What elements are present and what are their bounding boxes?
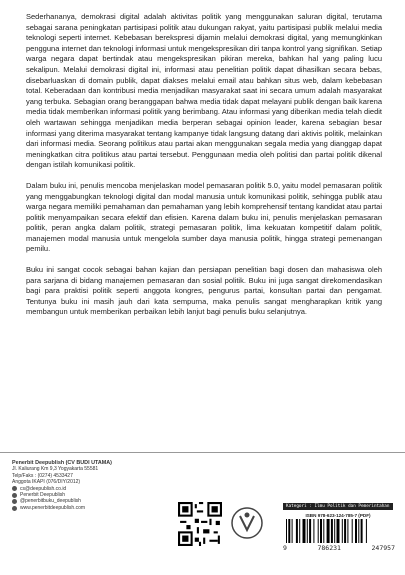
isbn-text: ISBN 978-623-124-785-7 (PDF) — [305, 513, 371, 518]
barcode-bar — [358, 519, 359, 543]
footer-divider — [0, 452, 405, 453]
barcode-bar — [323, 519, 324, 543]
barcode-bar — [320, 519, 322, 543]
barcode-bar — [331, 519, 333, 543]
barcode-bar — [288, 519, 290, 543]
contact-facebook[interactable]: Penerbit Deepublish — [12, 492, 172, 498]
barcode-bar — [342, 519, 343, 543]
contact-email[interactable]: cs@deepublish.co.id — [12, 486, 172, 492]
barcode-bar — [303, 519, 306, 543]
barcode-bar — [296, 519, 298, 543]
barcode-icon — [286, 519, 390, 543]
barcode-bar — [313, 519, 314, 543]
globe-icon — [12, 506, 17, 511]
barcode-bar — [344, 519, 346, 543]
barcode-digits — [283, 544, 395, 552]
category-label: Kategori : Ilmu Politik dan Pemerintahan — [283, 503, 393, 510]
barcode-bar — [307, 519, 308, 543]
deepublish-logo-icon — [230, 506, 264, 540]
qr-code-icon[interactable] — [178, 502, 222, 546]
instagram-icon — [12, 499, 17, 504]
barcode-bar — [318, 519, 319, 543]
paragraph-2: Dalam buku ini, penulis mencoba menjelaskan model pemasaran politik 5.0, yaitu model pemasaran politik yang menggabungkan teknologi digital dan modal manusia untuk komunikasi politik, sehingga publik atau warga negara memiliki pemahaman dan pemahaman yang lebih komprehensif tentang kandidat atau partai politik menyampaikan secara efektif dan efisien. Karena dalam buku ini, penulis menjelaskan pemasaran politik, peran angka dalam politik, strategi pemasaran politik, lima kekuatan kompetitif dalam politik, manajemen modal manusia untuk mengelola sumber daya manusia politik, hingga strategi pemenangan pemilu. — [26, 180, 382, 254]
contact-website[interactable]: www.penerbitdeepublish.com — [12, 505, 172, 511]
barcode-digit-group-1: 786231 — [317, 544, 341, 552]
barcode-bar — [366, 519, 367, 543]
email-icon — [12, 486, 17, 491]
barcode-bar — [347, 519, 348, 543]
barcode-digit-prefix: 9 — [283, 544, 287, 552]
publisher-ikapi: Anggota IKAPI (076/DIY/2012) — [12, 479, 81, 486]
back-cover-text — [26, 12, 382, 318]
barcode-bar — [292, 519, 293, 543]
contact-instagram[interactable]: @penerbitbuku_deepublish — [12, 498, 172, 504]
barcode-bar — [334, 519, 335, 543]
publisher-name: Penerbit Deepublish (CV BUDI UTAMA) — [12, 460, 112, 466]
barcode-bar — [361, 519, 363, 543]
barcode-bar — [355, 519, 357, 543]
barcode-bar — [352, 519, 353, 543]
publisher-phone: Telp/Faks : (0274) 4533427 — [12, 472, 73, 479]
barcode-bar — [327, 519, 330, 543]
barcode-bar — [309, 519, 311, 543]
barcode-digit-group-2: 247957 — [371, 544, 395, 552]
facebook-icon — [12, 493, 17, 498]
barcode-bar — [299, 519, 300, 543]
publisher-block — [12, 460, 172, 511]
barcode-bar — [337, 519, 340, 543]
publisher-address: Jl. Kaliurang Km 9,3 Yogyakarta 55581 — [12, 466, 99, 473]
barcode-bar — [286, 519, 287, 543]
paragraph-3: Buku ini sangat cocok sebagai bahan kajian dan persiapan penelitian bagi dosen dan mahasiswa oleh para sarjana di bidang manajemen pemasaran dan sosial politik. Buku ini juga sangat direkomendasikan bagi para praktisi politik seperti anggota kongres, pengurus partai, konsultan partai dan pengamat. Tentunya buku ini masih jauh dari kata sempurna, maka penulis sangat mengharapkan kritik yang membangun untuk memberikan perbaikan lebih lanjut bagi penulis buku selanjutnya. — [26, 265, 382, 317]
paragraph-1: Sederhananya, demokrasi digital adalah aktivitas politik yang menggunakan saluran digital, terutama sebagai sarana peningkatan partisipasi politik atau dukungan rakyat, yaitu partisipasi publik melalui media teknologi seperti internet. Kebebasan berekspresi dijamin melalui demokrasi digital, yang memungkinkan pengguna internet dan teknologi informasi untuk mengekspresikan diri tanpa kontrol yang signifikan. Setiap warga negara dapat bertindak atau mengekspresikan pikiran mereka, bahkan hal yang paling lucu sekalipun. Melalui demokrasi digital ini, informasi atau penelitian politik dapat dihasilkan secara bebas, disebarluaskan di domain publik, dapat diakses melalui email atau bahkan situs web, dalam kebebasan total. Keberadaan dan kontribusi media menjadikan masyarakat saat ini secara umum adalah masyarakat yang terbuka. Sebagian orang beranggapan bahwa media tidak dapat melayani publik dengan baik karena media tidak memberikan informasi politik yang berimbang. Atau informasi yang diberikan media telah diedit oleh wartawan sehingga menjadikan media berperan sebagai opinion leader, karena sebagian besar informasi yang diterima masyarakat tentang kampanye tidak langsung datang dari aktivis politik, melainkan dari informasi media. Seorang politikus atau partai akan menggunakan segala media yang dianggap dapat meningkatkan citra politikus atau partai tersebut. Penggunaan media oleh politisi dan partai politik dikenal dengan istilah komunikasi politik. — [26, 12, 382, 170]
